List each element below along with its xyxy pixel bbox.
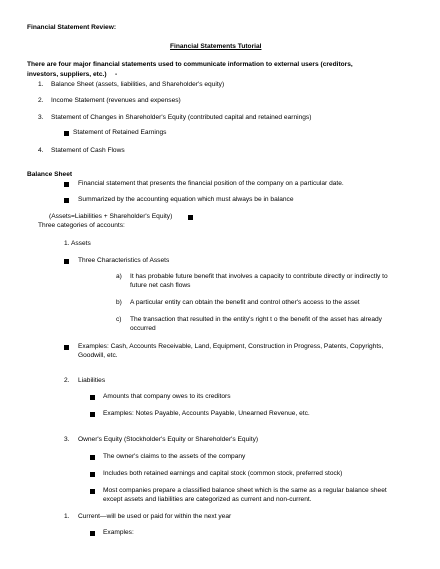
square-bullet-icon (90, 472, 95, 477)
current-heading: Current—will be used or paid for within the next year (78, 513, 232, 520)
examples-label: Examples: (103, 529, 134, 536)
owners-equity-bullet: Most companies prepare a classified balance sheet which is the same as a regular balance sheet (103, 487, 387, 494)
assets-heading: 1. Assets (64, 240, 91, 247)
sub-item-line: It has probable future benefit that involves a capacity to contribute directly or indirectly to (130, 273, 388, 280)
square-bullet-icon (90, 531, 95, 536)
statement-number: 1. (38, 81, 44, 88)
liabilities-number: 2. (64, 377, 70, 384)
sub-letter: a) (116, 273, 122, 280)
statement-number: 2. (38, 97, 44, 104)
intro-dash: - (115, 71, 118, 78)
document-title: Financial Statements Tutorial (170, 43, 262, 50)
owners-equity-number: 3. (64, 436, 70, 443)
square-bullet-icon (64, 198, 69, 203)
assets-examples-line-2: Goodwill, etc. (78, 352, 118, 359)
square-bullet-icon (64, 259, 69, 264)
statement-number: 4. (38, 147, 44, 154)
balance-sheet-heading: Balance Sheet (27, 171, 73, 178)
square-bullet-icon (90, 395, 95, 400)
sub-item-line: occurred (130, 325, 156, 332)
assets-characteristics: Three Characteristics of Assets (78, 257, 170, 264)
square-bullet-icon (64, 131, 69, 136)
statement-item: Balance Sheet (assets, liabilities, and Shareholder's equity) (51, 81, 225, 88)
statement-item: Income Statement (revenues and expenses) (51, 97, 181, 104)
intro-line-2: investors, suppliers, etc.) (27, 71, 107, 78)
liabilities-bullet: Amounts that company owes to its creditors (103, 393, 231, 400)
sub-item-line: A particular entity can obtain the benefit and control other's access to the asset (130, 299, 360, 306)
sub-letter: c) (116, 316, 122, 323)
owners-equity-bullet-cont: except assets and liabilities are categorized as current and non-current. (103, 496, 312, 503)
square-bullet-icon (90, 455, 95, 460)
liabilities-bullet: Examples: Notes Payable, Accounts Payable, Unearned Revenue, etc. (103, 410, 310, 417)
owners-equity-bullet: The owner's claims to the assets of the company (103, 453, 246, 460)
intro-line-1: There are four major financial statements used to communicate information to external users (creditors, (27, 61, 353, 68)
categories-line: Three categories of accounts: (38, 222, 125, 229)
document-header: Financial Statement Review: (27, 24, 117, 31)
sub-item-line: The transaction that resulted in the entity's right t o the benefit of the asset has already (130, 316, 382, 323)
retained-earnings-item: Statement of Retained Earnings (73, 129, 167, 136)
owners-equity-heading: Owner's Equity (Stockholder's Equity or Shareholder's Equity) (78, 436, 259, 443)
liabilities-heading: Liabilities (78, 377, 106, 384)
bs-bullet: Financial statement that presents the financial position of the company on a particular date. (78, 180, 344, 187)
assets-examples-line-1: Examples: Cash, Accounts Receivable, Land, Equipment, Construction in Progress, Patents, Copyrights, (78, 343, 384, 350)
statement-item: Statement of Changes in Shareholder's Equity (contributed capital and retained earnings) (51, 114, 312, 121)
sub-item-line: future net cash flows (130, 282, 191, 289)
square-bullet-icon (64, 345, 69, 350)
square-bullet-icon (90, 412, 95, 417)
bs-bullet: Summarized by the accounting equation which must always be in balance (78, 196, 294, 203)
owners-equity-bullet: Includes both retained earnings and capital stock (common stock, preferred stock) (103, 470, 343, 477)
sub-letter: b) (116, 299, 122, 306)
square-bullet-icon (90, 489, 95, 494)
statement-number: 3. (38, 114, 44, 121)
current-number: 1. (64, 513, 70, 520)
statement-item: Statement of Cash Flows (51, 147, 125, 154)
square-bullet-icon (64, 182, 69, 187)
accounting-equation: (Assets=Liabilities + Shareholder's Equity) (49, 213, 173, 220)
square-bullet-icon (188, 215, 193, 220)
